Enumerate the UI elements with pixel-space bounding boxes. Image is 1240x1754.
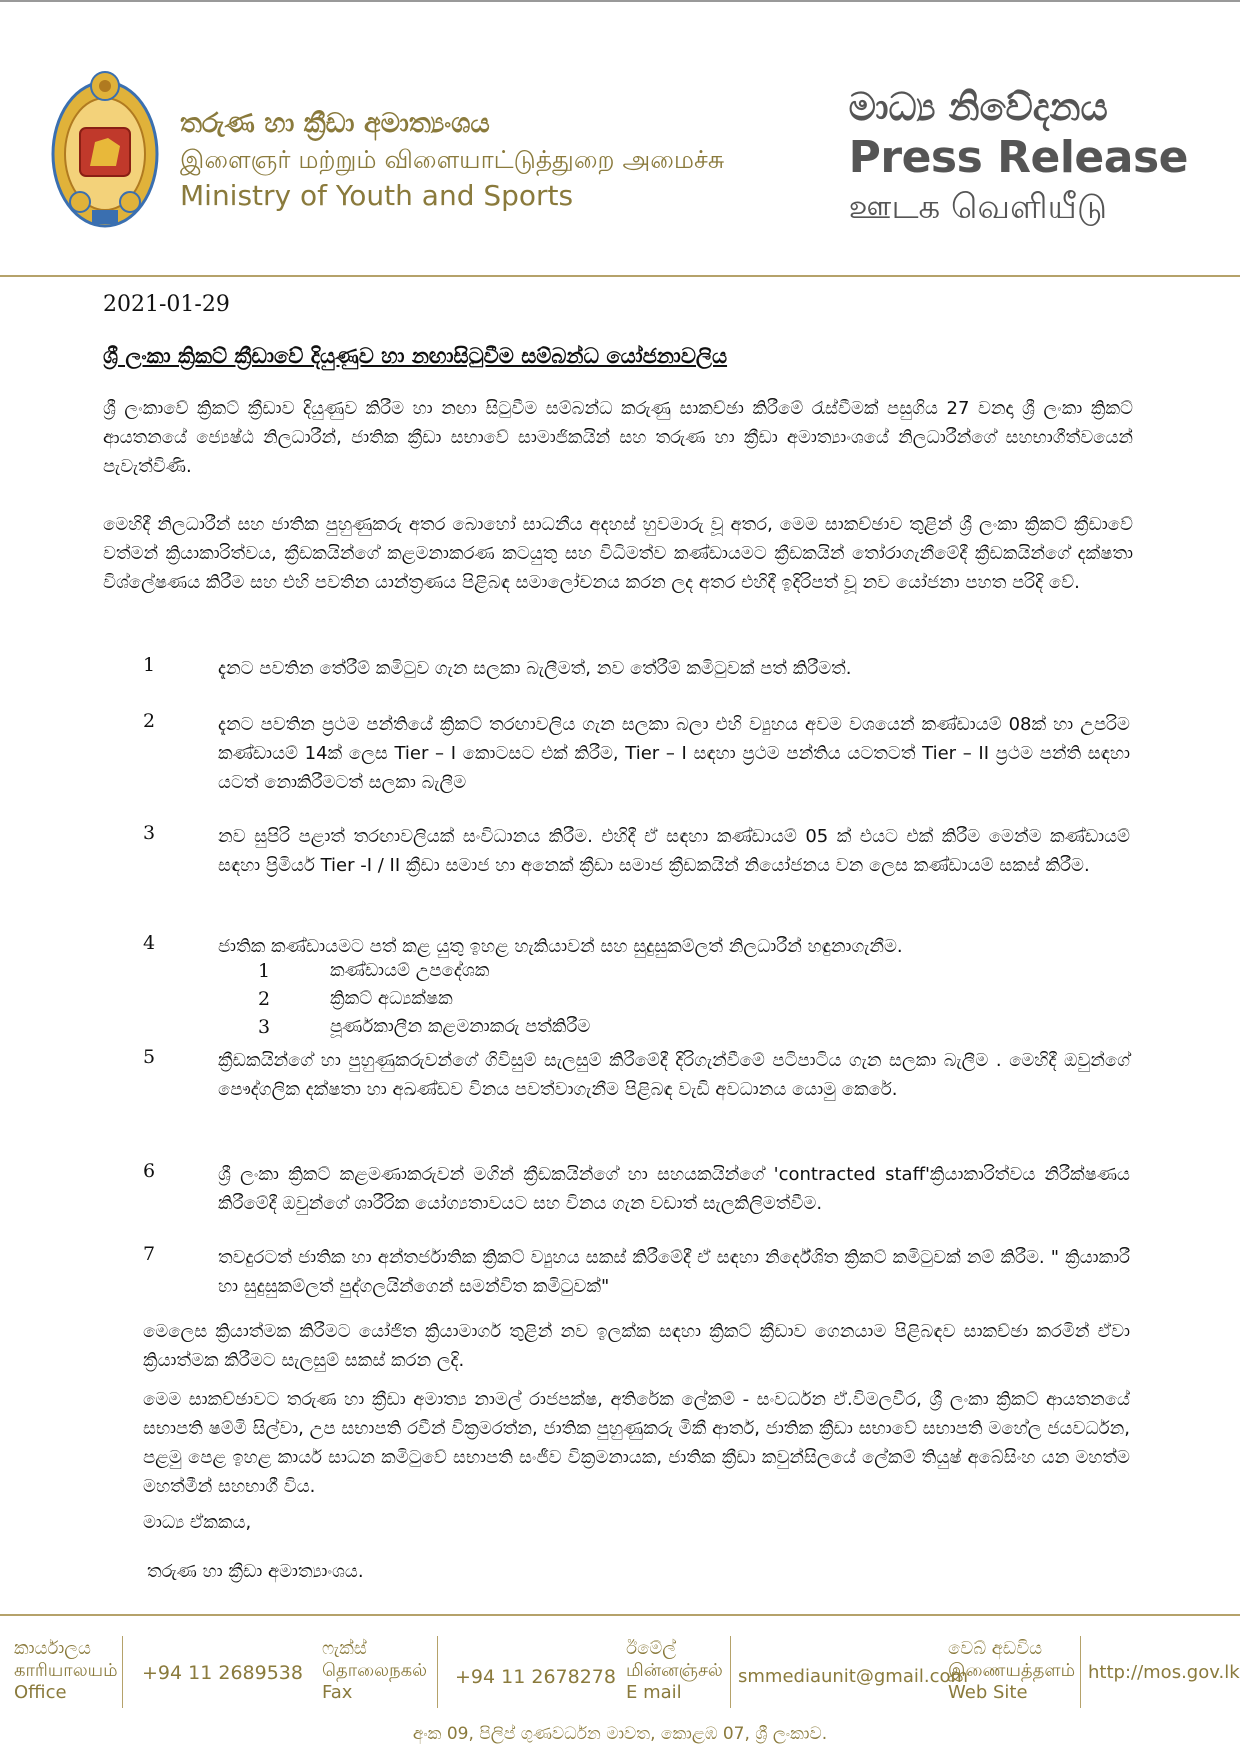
paragraph-attendees: මෙම සාකච්ඡාවට තරුණ හා ක්‍රීඩා අමාත්‍ය නාමල් රාජපක්ෂ, අතිරේක ලේකම් - සංවර්ධන ඒ.විමලවීර, ශ්‍රී ලංකා ක්‍රිකට් ආයතනයේ සභාපති ෂම්මි සිල්වා, උප සභාපති රවීන් වික්‍රමරත්න, ජාතික පුහුණුකරු මිකී ආතර්, ජාතික ක්‍රීඩා සභාවේ සභාපති මහේල ජයවර්ධන, පළමු පෙළ ඉහළ කාර්ය සාධන කමිටුවේ සභාපති සංජීව වික්‍රමනායක, ජාතික ක්‍රීඩා කවුන්සිලයේ ලේකම් තියුෂ් අබේසිංහ යන මහත්ම මහත්මීන් සහභාගී විය. bbox=[143, 1389, 1130, 1497]
office-phone: +94 11 2689538 bbox=[142, 1662, 303, 1684]
fax-label bbox=[322, 1638, 427, 1704]
office-label bbox=[14, 1638, 118, 1704]
item-number: 4 bbox=[143, 932, 156, 954]
proposal-item: ක්‍රීඩකයින්ගේ හා පුහුණුකරුවන්ගේ ගිවිසුම් සැලසුම් කිරීමේදී දිරිගැන්වීමේ පටිපාටිය ගැන සලකා බැලීම . මෙහිදී ඔවුන්ගේ පෞද්ගලික දක්ෂතා හා අඛණ්ඩව විනය පවත්වාගැනීම පිළිබඳ වැඩි අවධානය යොමු කෙරේ. bbox=[218, 1050, 1130, 1100]
fax-label-si: ෆැක්ස් bbox=[322, 1638, 367, 1659]
email-address[interactable]: smmediaunit@gmail.com bbox=[738, 1666, 969, 1687]
press-release-en: Press Release bbox=[848, 132, 1188, 183]
sub-item-number: 1 bbox=[258, 960, 271, 982]
press-release-ta: ஊடக வெளியீடு bbox=[848, 187, 1108, 227]
release-date: 2021-01-29 bbox=[103, 292, 230, 317]
fax-label-ta: தொலைநகல் bbox=[322, 1660, 428, 1681]
paragraph-discussion: මෙහිදී නිලධාරීන් සහ ජාතික පුහුණුකරු අතර බොහෝ සාධනීය අදහස් හුවමාරු වූ අතර, මෙම සාකච්ඡාව තුළින් ශ්‍රී ලංකා ක්‍රිකට් ක්‍රීඩාවේ වත්මන් ක්‍රියාකාරිත්වය, ක්‍රීඩකයින්ගේ කළමනාකරණ කටයුතු සහ විධිමත්ව කණ්ඩායමට ක්‍රීඩකයින් තෝරාගැනීමේදී ක්‍රීඩකයින්ගේ දක්ෂතා විශ්ලේෂණය කිරීම සහ එහි පවතින යාන්ත්‍රණය පිළිබඳ සමාලෝචනය කරන ලද අතර එහිදී ඉදිරිපත් වූ නව යෝජනා පහත පරිදි වේ. bbox=[103, 514, 1133, 593]
fax-number: +94 11 2678278 bbox=[455, 1666, 616, 1688]
website-label-en: Web Site bbox=[948, 1682, 1028, 1703]
office-label-ta: காரியாலயம் bbox=[14, 1660, 118, 1681]
proposal-item: ජාතික කණ්ඩායමට පත් කළ යුතු ඉහළ හැකියාවන් සහ සුදුසුකම්ලත් නිලධාරීන් හඳුනාගැනීම. bbox=[218, 936, 903, 957]
office-label-en: Office bbox=[14, 1682, 67, 1703]
footer-divider bbox=[0, 1614, 1240, 1616]
ministry-name-ta: இளைஞர் மற்றும் விளையாட்டுத்துறை அமைச்சு bbox=[180, 145, 725, 174]
website-link[interactable]: http://mos.gov.lk bbox=[1088, 1662, 1240, 1683]
signature-unit: මාධ්‍ය ඒකකය, bbox=[143, 1512, 252, 1533]
footer-separator bbox=[730, 1636, 731, 1708]
website-label-si: වෙබ් අඩවිය bbox=[948, 1638, 1043, 1659]
email-label-si: ඊමේල් bbox=[626, 1638, 677, 1659]
item-number: 6 bbox=[143, 1160, 156, 1182]
footer-separator bbox=[437, 1636, 438, 1708]
ministry-name bbox=[180, 106, 724, 214]
sri-lanka-emblem-icon bbox=[50, 62, 160, 232]
proposal-item: දැනට පවතින ප්‍රථම පන්තියේ ක්‍රිකට් තරඟාවලිය ගැන සලකා බලා එහි ව්‍යුහය අවම වශයෙන් කණ්ඩායම් 08ක් හා උපරිම කණ්ඩායම් 14ක් ලෙස Tier – I කොටසට එක් කිරීම, Tier – I සඳහා ප්‍රථම පන්තිය යටතටත් Tier – II ප්‍රථම පන්ති සඳහා යටත් නොකිරීමටත් සලකා බැලීම bbox=[218, 714, 1130, 793]
footer-separator bbox=[122, 1636, 123, 1708]
press-release-heading bbox=[849, 82, 1188, 230]
item-number: 3 bbox=[143, 822, 156, 844]
proposal-item: තවදුරටත් ජාතික හා අන්තර්ජාතික ක්‍රිකට් ව්‍යුහය සකස් කිරීමේදී ඒ සඳහා නිර්දේශිත ක්‍රිකට් කමිටුවක් නම් කිරීම. " ක්‍රියාකාරී හා සුදුසුකම්ලත් පුද්ගලයින්ගෙන් සමන්විත කමිටුවක්" bbox=[218, 1247, 1130, 1297]
proposal-item: ශ්‍රී ලංකා ක්‍රිකට් කළමණාකරුවන් මගින් ක්‍රීඩකයින්ගේ හා සහයකයින්ගේ 'contracted staff'ක්‍රියාකාරිත්වය නිරීක්ෂණය කිරීමේදී ඔවුන්ගේ ශාරීරික යෝග්‍යතාවයට සහ විනය ගැන වඩාත් සැලකිලිමත්වීම. bbox=[218, 1164, 1130, 1214]
website-label-ta: இணையத்தளம் bbox=[948, 1660, 1076, 1681]
press-release-si: මාධ්‍ය නිවේදනය bbox=[848, 85, 1108, 129]
email-label-en: E mail bbox=[626, 1682, 682, 1703]
sub-item-number: 2 bbox=[258, 988, 271, 1010]
fax-label-en: Fax bbox=[322, 1682, 353, 1703]
header-divider bbox=[0, 275, 1240, 277]
signature-ministry: තරුණ හා ක්‍රීඩා අමාත්‍යාංශය. bbox=[147, 1561, 364, 1582]
contact-footer bbox=[0, 1620, 1240, 1720]
address-line: අංක 09, පිලිප් ගුණවර්ධන මාවත, කොළඹ 07, ශ්‍රී ලංකාව. bbox=[412, 1724, 828, 1744]
paragraph-plan: මෙලෙස ක්‍රියාත්මක කිරීමට යෝජිත ක්‍රියාමාර්ග තුළින් නව ඉලක්ක සඳහා ක්‍රිකට් ක්‍රීඩාව ගෙනයාම පිළිබඳව සාකච්ඡා කරමින් ඒවා ක්‍රියාත්මක කිරීමට සැලසුම් සකස් කරන ලදි. bbox=[143, 1321, 1130, 1371]
paragraph-intro: ශ්‍රී ලංකාවේ ක්‍රිකට් ක්‍රීඩාව දියුණුව කිරීම හා නඟා සිටුවීම සම්බන්ධ කරුණු සාකච්ඡා කිරීමේ රැස්වීමක් පසුගිය 27 වනදා ශ්‍රී ලංකා ක්‍රිකට් ආයතනයේ ජ්‍යෙෂ්ඨ නිලධාරීන්, ජාතික ක්‍රීඩා සභාවේ සාමාජිකයින් සහ තරුණ හා ක්‍රීඩා අමාත්‍යාංශයේ නිලධාරීන්ගේ සහභාගීත්වයෙන් පැවැත්විණි. bbox=[103, 398, 1133, 477]
website-label bbox=[948, 1638, 1075, 1704]
sub-item: පූර්ණකාලීන කළමනාකරු පත්කිරීම bbox=[330, 1016, 591, 1037]
office-label-si: කාර්යාලය bbox=[14, 1638, 91, 1659]
sub-item: ක්‍රිකට් අධ්‍යක්ෂක bbox=[330, 988, 453, 1009]
email-label-ta: மின்னஞ்சல் bbox=[626, 1660, 723, 1681]
item-number: 1 bbox=[143, 654, 156, 676]
ministry-name-si: තරුණ හා ක්‍රීඩා අමාත්‍යංශය bbox=[180, 108, 490, 139]
proposal-item: දැනට පවතින තේරීම් කමිටුව ගැන සලකා බැලීමත්, නව තේරීම් කමිටුවක් පත් කිරීමත්. bbox=[218, 658, 852, 679]
email-label bbox=[626, 1638, 723, 1704]
ministry-name-en: Ministry of Youth and Sports bbox=[180, 179, 574, 212]
proposal-item: නව සුපිරි පළාත් තරඟාවලියක් සංවිධානය කිරීම. එහිදී ඒ සඳහා කණ්ඩායම් 05 ක් එයට එක් කිරීම මෙන්ම කණ්ඩායම් සඳහා ප්‍රිමියර් Tier -I / II ක්‍රීඩා සමාජ හා අනෙක් ක්‍රීඩා සමාජ ක්‍රීඩකයින් නියෝජනය වන ලෙස කණ්ඩායම් සකස් කිරීම. bbox=[218, 826, 1130, 876]
top-border bbox=[0, 0, 1240, 2]
item-number: 2 bbox=[143, 710, 156, 732]
sub-item: කණ්ඩායම් උපදේශක bbox=[330, 960, 490, 981]
item-number: 7 bbox=[143, 1243, 156, 1265]
footer-separator bbox=[1080, 1636, 1081, 1708]
sub-item-number: 3 bbox=[258, 1016, 271, 1038]
release-title: ශ්‍රී ලංකා ක්‍රිකට් ක්‍රීඩාවේ දියුණුව හා නඟාසිටුවීම සම්බන්ධ යෝජනාවලිය bbox=[103, 344, 728, 368]
item-number: 5 bbox=[143, 1046, 156, 1068]
